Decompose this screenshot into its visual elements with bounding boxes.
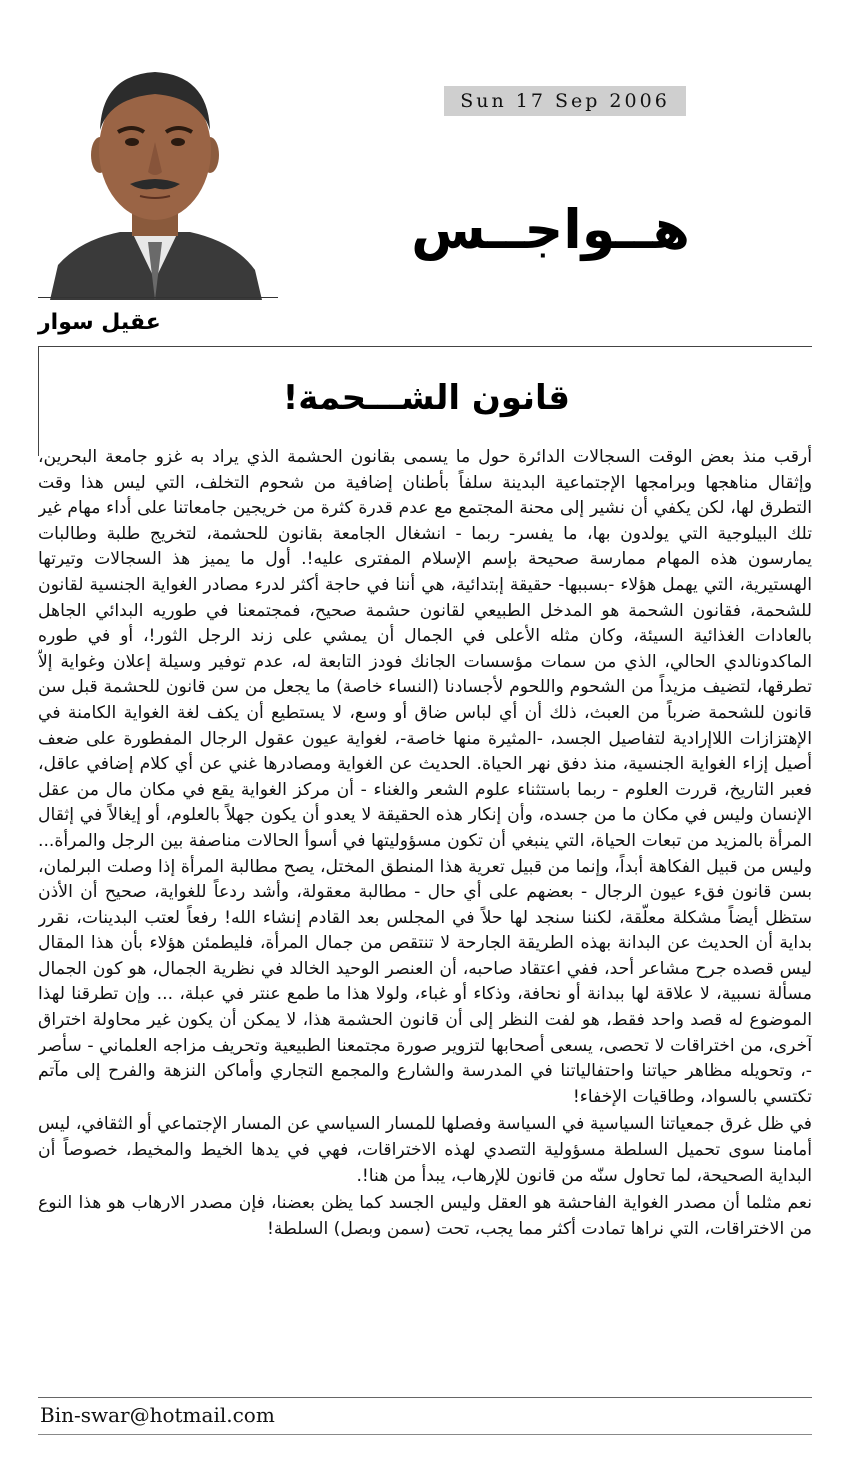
- column-title: هــواجــس: [411, 198, 690, 261]
- publication-date: Sun 17 Sep 2006: [444, 86, 686, 116]
- article-paragraph-1: أرقب منذ بعض الوقت السجالات الدائرة حول ما يسمى بقانون الحشمة الذي يراد به غزو جامعة البحرين، وإثقال مناهجها وبرامجها الإجتماعية البدينة سلفاً بأطنان إضافية من شحوم التخلف، التي ليس هذا وقت التطرق لها، لكن يكفي أن نشير إلى محنة المجتمع مع عدم قدرة كثرة من خريجين جامعاتنا على أداء مهام غير تلك البيلوجية التي يولدون بها، ما يفسر- ربما - انشغال الجامعة بقانون للحشمة، لتخريج طلبة وطالبات يمارسون هذه المهام ممارسة صحيحة بإسم الإسلام المفترى عليه!. أول ما يميز هذ السجالات وتيرتها الهستيرية، التي يهمل هؤلاء -بسببها- حقيقة إبتدائية، هي أننا في حاجة أكثر لدرء مصادر الغواية الجنسية لقانون للشحمة، فقانون الشحمة هو المدخل الطبيعي لقانون حشمة صحيح، فمجتمعنا في طوريه البدائي الجاهل بالعادات الغذائية السيئة، وكان مثله الأعلى في الجمال أن يمشي على زند الرجل الثور!، أو في طوره الماكدونالدي الحالي، الذي من سمات مؤسسات الجانك فودز التابعة له، عدم توفير وسيلة إعلان وغواية إلاّ تطرقها، لتضيف مزيداً من الشحوم واللحوم لأجسادنا (النساء خاصة) ما يجعل من سن قانون للحشمة قبل سن قانون للشحمة ضرباً من العبث، ذلك أن أي لباس ضاق أو وسع، لا يستطيع أن يكف لغة الغواية الكامنة في الإهتزازات اللاإرادية لتفاصيل الجسد، -المثيرة منها خاصة-، لغواية عيون عقول الرجال المفطورة على ضعف أصيل إزاء الغواية الجنسية، منذ دفق نهر الحياة. الحديث عن الغواية ومصادرها غني عن أي كلام إضافي عاقل، فعبر التاريخ، قررت العلوم - ربما باستثناء علوم الشعر والغناء - أن مركز الغواية يقع في مكان مال من عقل الإنسان وليس في مكان ما من جسده، وأن إنكار هذه الحقيقة لا يعدو أن يكون جهلاً بالعلوم، أو إيغالاً في إثقال المرأة بالمزيد من تبعات الحياة، التي ينبغي أن تكون مسؤوليتها في أسوأ الحالات مناصفة بين الرجل والمرأة... وليس من قبيل الفكاهة أبداً، وإنما من قبيل تعرية هذا المنطق المختل، يصح مطالبة المرأة إذا وصلت البرلمان، بسن قانون فقء عيون الرجال - بعضهم على أي حال - مطالبة معقولة، وأشد ردعاً للغواية، صحيح أن الأذن ستظل أيضاً مشكلة معلّقة، لكننا سنجد لها حلاً في المجلس بعد القادم إنشاء الله! رفعاً لعتب البدينات، نقرر بداية أن الحديث عن البدانة بهذه الطريقة الجارحة لا تنتقص من جمال المرأة، فليطمئن هؤلاء بأن هذا المقال ليس قصده جرح مشاعر أحد، ففي اعتقاد صاحبه، أن العنصر الوحيد الخالد في نظرية الجمال، هو كون الجمال مسألة نسبية، لا علاقة لها ببدانة أو نحافة، وذكاء أو غباء، ولولا هذا ما طمع عنتر في عبلة، ... وإن تطرقنا لهذا الموضوع له قصد واحد فقط، هو لفت النظر إلى أن قانون الحشمة هذا، لا يمكن أن يكون غير محاولة اختراق آخرى، من اختراقات لا تحصى، يسعى أصحابها لتزوير صورة مجتمعنا الطبيعية وتحريف مزاجه العلماني - سأصر -، وتحويله مظاهر حياتنا واحتفالياتنا في المدرسة والشارع والمجمع التجاري وأماكن النزهة والفرح إلى مآتم تكتسي بالسواد، وطاقيات الإخفاء!: [38, 447, 812, 1107]
- author-portrait-image: [40, 50, 270, 300]
- footer-divider-bottom: [38, 1434, 812, 1435]
- article-body: [38, 445, 812, 1375]
- article-headline: قانون الشـــحمة!: [282, 378, 570, 418]
- author-divider: [38, 297, 278, 298]
- article-paragraph-2: في ظل غرق جمعياتنا السياسية في السياسة وفصلها للمسار السياسي عن المسار الإجتماعي أو الثقافي، ليس أمامنا سوى تحميل السلطة مسؤولية التصدي لهذه الاختراقات، فهي في يدها الخيط والمخيط، خصوصاً أن البداية الصحيحة، لما تحاول سنّه من قانون للإرهاب، يبدأ من هنا!.: [38, 1114, 812, 1186]
- author-email: Bin-swar@hotmail.com: [40, 1403, 275, 1427]
- footer-divider-top: [38, 1397, 812, 1398]
- author-name: عقيل سوار: [38, 310, 161, 335]
- article-frame-left: [38, 346, 39, 456]
- author-photo: [40, 50, 270, 300]
- article-paragraph-3: نعم مثلما أن مصدر الغواية الفاحشة هو العقل وليس الجسد كما يظن بعضنا، فإن مصدر الارهاب هو هذا النوع من الاختراقات، التي نراها تمادت أكثر مما يجب، تحت (سمن وبصل) السلطة!: [38, 1193, 812, 1239]
- article-frame-top: [38, 346, 812, 347]
